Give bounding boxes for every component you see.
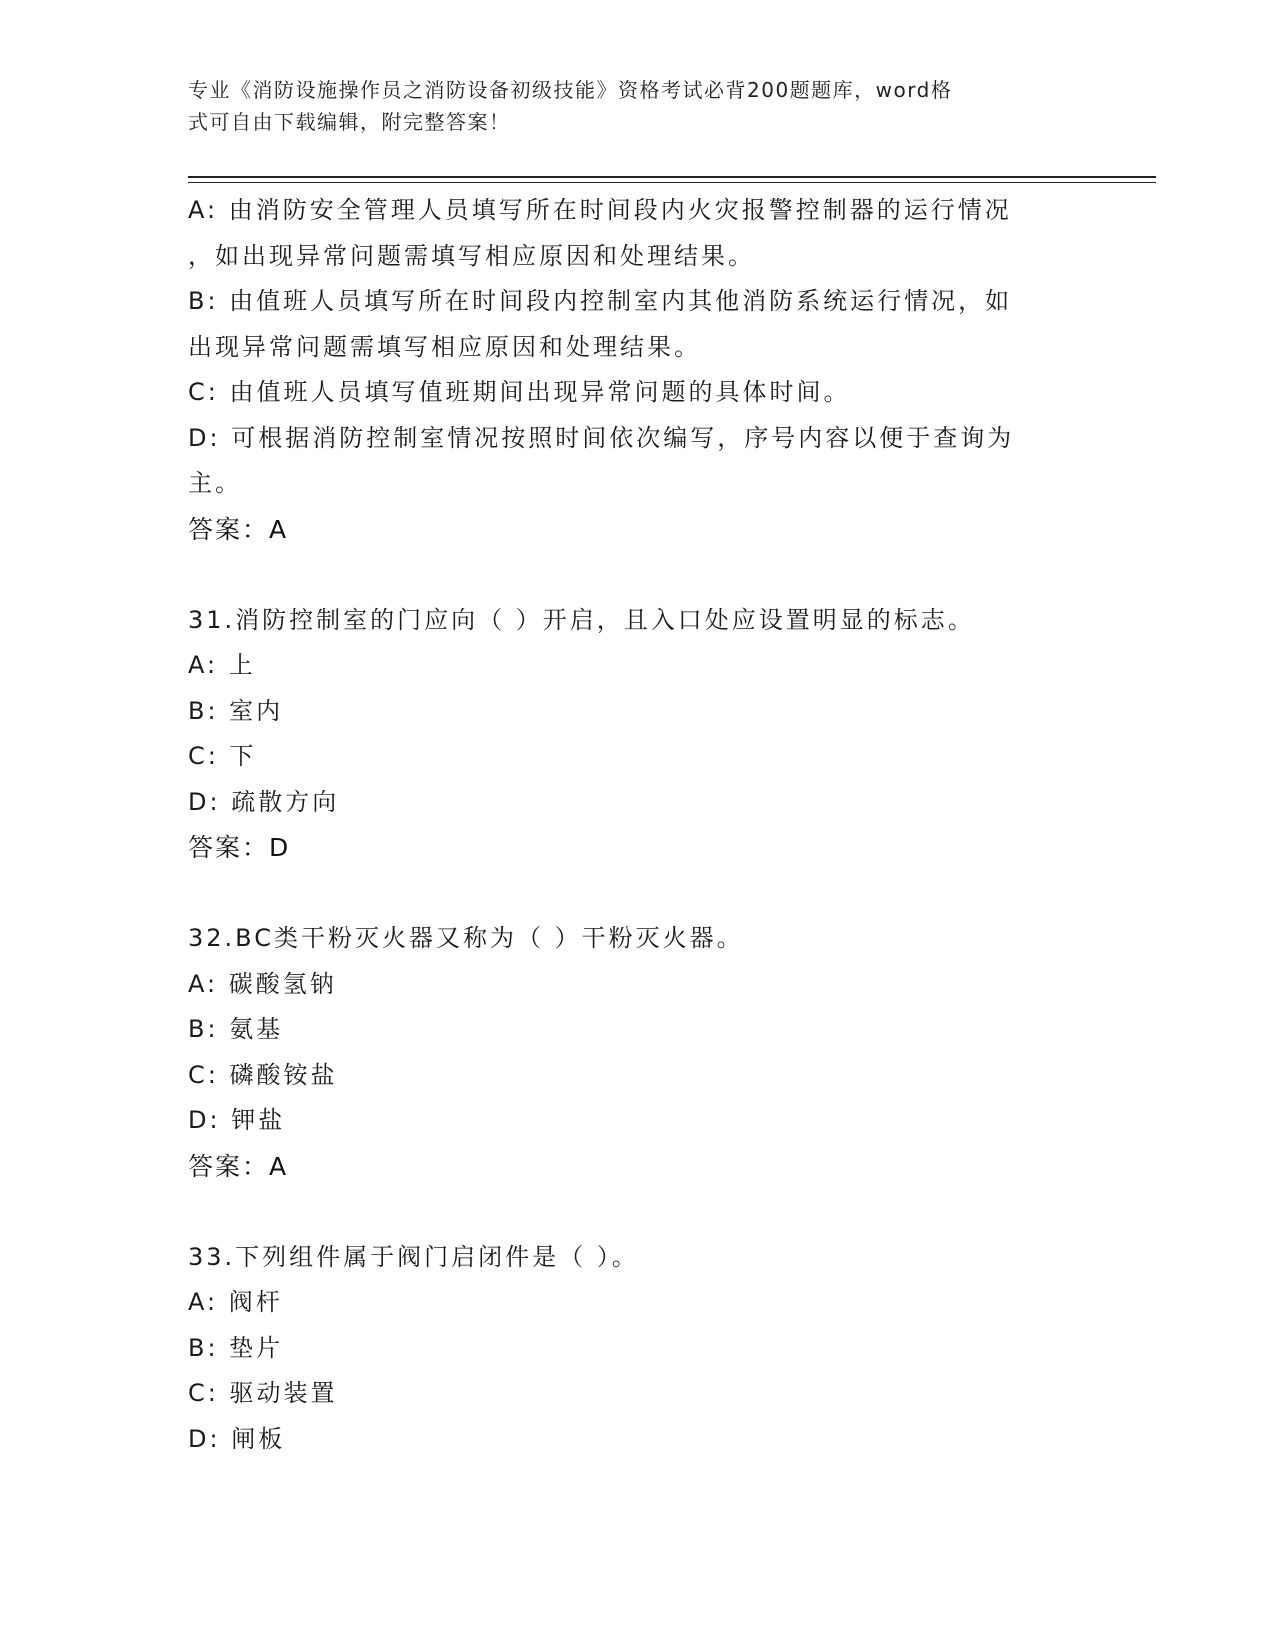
question-31 xyxy=(188,598,1078,871)
answer-line: 答案：D xyxy=(188,833,291,862)
option-a-line-1: A: 由消防安全管理人员填写所在时间段内火灾报警控制器的运行情况 xyxy=(188,196,1012,224)
question-32 xyxy=(188,916,1078,1189)
option-c: C: 驱动装置 xyxy=(188,1379,338,1407)
option-b: B: 垫片 xyxy=(188,1333,284,1362)
option-a-line-2: ，如出现异常问题需填写相应原因和处理结果。 xyxy=(188,241,755,270)
option-d-line-1: D: 可根据消防控制室情况按照时间依次编写，序号内容以便于查询为 xyxy=(188,423,1015,452)
option-d: D: 闸板 xyxy=(188,1424,286,1453)
question-content xyxy=(188,188,1078,1462)
option-d: D: 疏散方向 xyxy=(188,787,340,816)
spacer xyxy=(188,871,1078,917)
option-a: A: 上 xyxy=(188,651,256,679)
option-b: B: 室内 xyxy=(188,696,284,725)
option-b-line-1: B: 由值班人员填写所在时间段内控制室内其他消防系统运行情况，如 xyxy=(188,287,1013,315)
document-header xyxy=(188,74,1068,138)
header-rule-thick xyxy=(188,176,1156,178)
option-d-line-2: 主。 xyxy=(188,469,242,497)
header-rule-thin xyxy=(188,182,1156,183)
option-c: C: 由值班人员填写值班期间出现异常问题的具体时间。 xyxy=(188,378,851,406)
question-30-continuation xyxy=(188,188,1078,552)
question-text: 33.下列组件属于阀门启闭件是（ ）。 xyxy=(188,1242,639,1271)
option-b: B: 氨基 xyxy=(188,1015,284,1043)
option-d: D: 钾盐 xyxy=(188,1106,286,1134)
question-text: 32.BC类干粉灭火器又称为（ ）干粉灭火器。 xyxy=(188,924,744,952)
question-text: 31.消防控制室的门应向（ ）开启，且入口处应设置明显的标志。 xyxy=(188,605,975,634)
spacer xyxy=(188,552,1078,598)
spacer xyxy=(188,1189,1078,1235)
option-a: A: 阀杆 xyxy=(188,1288,283,1316)
header-line-2: 式可自由下载编辑，附完整答案！ xyxy=(188,110,511,134)
answer-line: 答案：A xyxy=(188,514,289,544)
option-a: A: 碳酸氢钠 xyxy=(188,969,337,998)
option-c: C: 磷酸铵盐 xyxy=(188,1060,338,1089)
header-line-1: 专业《消防设施操作员之消防设备初级技能》资格考试必背200题题库，word格 xyxy=(188,78,953,102)
question-33 xyxy=(188,1235,1078,1463)
option-b-line-2: 出现异常问题需填写相应原因和处理结果。 xyxy=(188,332,701,361)
option-c: C: 下 xyxy=(188,742,257,770)
answer-line: 答案：A xyxy=(188,1151,289,1181)
